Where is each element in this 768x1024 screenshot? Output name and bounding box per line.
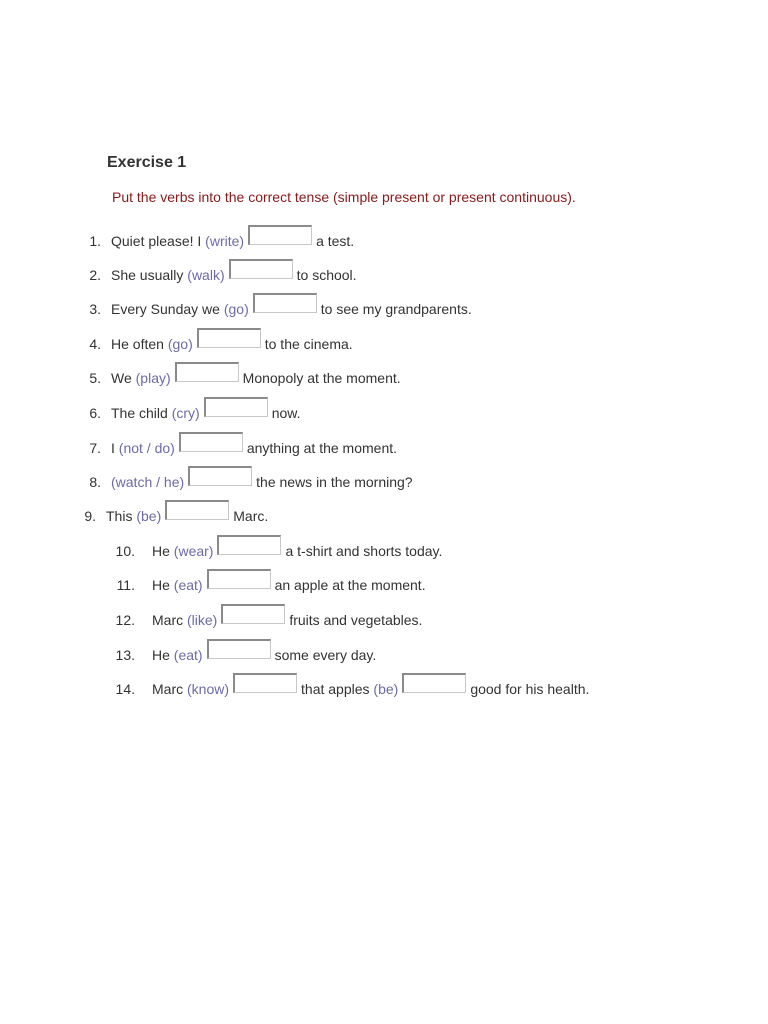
sentence-text: an apple at the moment. — [274, 577, 426, 593]
item-number: 3. — [89, 301, 101, 317]
exercise-item — [56, 497, 268, 525]
answer-input[interactable] — [207, 639, 271, 659]
verb-hint: (wear) — [173, 543, 214, 559]
sentence-text: some every day. — [274, 647, 377, 663]
answer-input[interactable] — [188, 466, 252, 486]
answer-input[interactable] — [175, 362, 239, 382]
item-number: 10. — [115, 543, 135, 559]
verb-hint: (go) — [223, 301, 249, 317]
sentence-text: Every Sunday we — [111, 301, 224, 317]
exercise-title: Exercise 1 — [107, 154, 187, 171]
item-number: 6. — [89, 405, 101, 421]
sentence-text: to see my grandparents. — [320, 301, 472, 317]
item-number: 1. — [89, 233, 101, 249]
sentence-text: fruits and vegetables. — [289, 612, 423, 628]
item-number: 8. — [89, 474, 101, 490]
exercise-item — [95, 670, 589, 698]
exercise-item — [61, 222, 354, 250]
exercise-item — [95, 532, 442, 560]
exercise-item — [95, 601, 422, 629]
verb-hint: (be) — [373, 681, 399, 697]
exercise-item — [61, 463, 413, 491]
sentence-text: Quiet please! I — [111, 233, 206, 249]
answer-input[interactable] — [248, 225, 312, 245]
verb-hint: (be) — [136, 508, 162, 524]
sentence-text: He — [152, 577, 174, 593]
verb-hint: (cry) — [171, 405, 200, 421]
sentence-text: He — [152, 647, 174, 663]
verb-hint: (eat) — [173, 577, 203, 593]
sentence-text: now. — [271, 405, 301, 421]
exercise-item — [61, 256, 357, 284]
answer-input[interactable] — [233, 673, 297, 693]
item-number: 13. — [115, 647, 135, 663]
sentence-text: He — [152, 543, 174, 559]
sentence-text: anything at the moment. — [246, 440, 398, 456]
exercise-item — [61, 359, 401, 387]
sentence-text: the news in the morning? — [256, 474, 413, 490]
sentence-text: Marc — [152, 612, 187, 628]
sentence-text: This — [106, 508, 137, 524]
verb-hint: (write) — [205, 233, 245, 249]
answer-input[interactable] — [207, 569, 271, 589]
sentence-text: Marc. — [233, 508, 269, 524]
item-number: 14. — [115, 681, 135, 697]
verb-hint: (know) — [187, 681, 230, 697]
verb-hint: (go) — [167, 336, 193, 352]
sentence-text: good for his health. — [470, 681, 590, 697]
exercise-item — [95, 566, 426, 594]
answer-input[interactable] — [179, 432, 243, 452]
exercise-instruction: Put the verbs into the correct tense (simple present or present continuous). — [112, 189, 576, 205]
sentence-text: The child — [111, 405, 172, 421]
verb-hint: (play) — [135, 370, 171, 386]
sentence-text: Marc — [152, 681, 187, 697]
verb-hint: (like) — [187, 612, 218, 628]
answer-input[interactable] — [221, 604, 285, 624]
item-number: 2. — [89, 267, 101, 283]
exercise-item — [95, 636, 376, 664]
answer-input[interactable] — [165, 500, 229, 520]
verb-hint: (walk) — [187, 267, 225, 283]
sentence-text: to school. — [296, 267, 357, 283]
exercise-item — [61, 290, 472, 318]
verb-hint: (watch / he) — [111, 474, 185, 490]
exercise-item — [61, 325, 353, 353]
exercise-item — [61, 394, 301, 422]
sentence-text: that apples — [301, 681, 374, 697]
exercise-item — [61, 429, 397, 457]
answer-input[interactable] — [253, 293, 317, 313]
item-number: 4. — [89, 336, 101, 352]
answer-input[interactable] — [217, 535, 281, 555]
sentence-text: a t-shirt and shorts today. — [285, 543, 443, 559]
sentence-text: She usually — [111, 267, 188, 283]
item-number: 11. — [116, 577, 135, 593]
sentence-text: a test. — [316, 233, 355, 249]
sentence-text: I — [111, 440, 119, 456]
item-number: 12. — [115, 612, 135, 628]
item-number: 5. — [89, 370, 101, 386]
item-number: 7. — [89, 440, 101, 456]
answer-input[interactable] — [229, 259, 293, 279]
sentence-text: to the cinema. — [264, 336, 353, 352]
answer-input[interactable] — [197, 328, 261, 348]
answer-input[interactable] — [402, 673, 466, 693]
verb-hint: (eat) — [173, 647, 203, 663]
sentence-text: We — [111, 370, 136, 386]
sentence-text: He often — [111, 336, 168, 352]
verb-hint: (not / do) — [118, 440, 175, 456]
sentence-text: Monopoly at the moment. — [242, 370, 401, 386]
answer-input[interactable] — [204, 397, 268, 417]
item-number: 9. — [84, 508, 96, 524]
